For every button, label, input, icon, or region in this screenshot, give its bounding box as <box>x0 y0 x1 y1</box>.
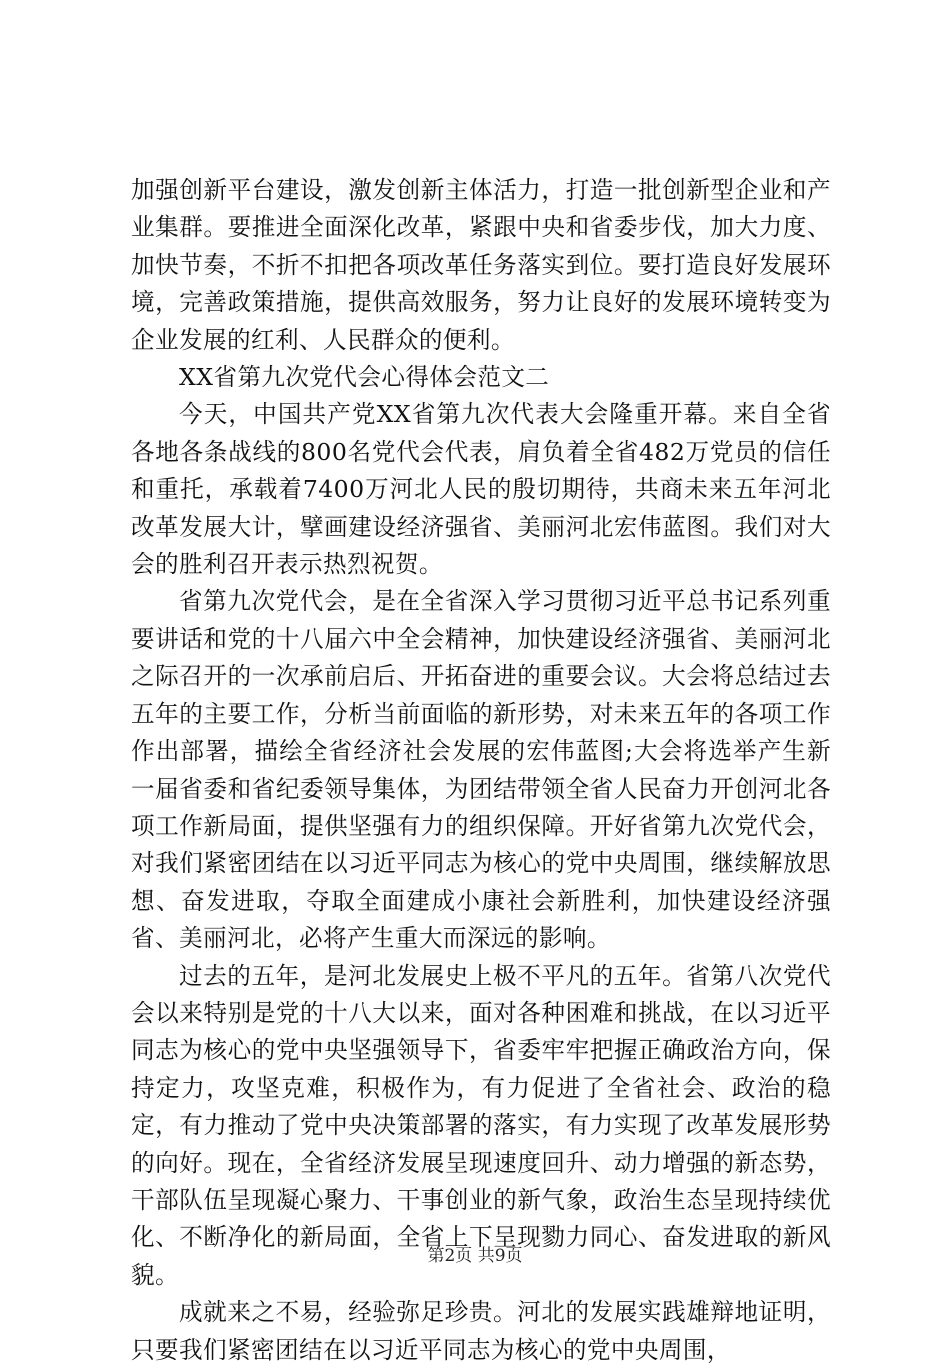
page-footer: 第2页 共9页 <box>427 1246 523 1266</box>
paragraph-2: 今天，中国共产党XX省第九次代表大会隆重开幕。来自全省各地各条战线的800名党代会代表，肩负着全省482万党员的信任和重托，承载着7400万河北人民的殷切期待，共商未来五年河北改革发展大计，擘画建设经济强省、美丽河北宏伟蓝图。我们对大会的胜利召开表示热烈祝贺。 <box>131 400 831 579</box>
document-body <box>131 172 831 1369</box>
paragraph-1: 加强创新平台建设，激发创新主体活力，打造一批创新型企业和产业集群。要推进全面深化改革，紧跟中央和省委步伐，加大力度、加快节奏，不折不扣把各项改革任务落实到位。要打造良好发展环境，完善政策措施，提供高效服务，努力让良好的发展环境转变为企业发展的红利、人民群众的便利。 <box>131 176 831 354</box>
section-heading: XX省第九次党代会心得体会范文二 <box>179 363 550 392</box>
paragraph-4: 过去的五年，是河北发展史上极不平凡的五年。省第八次党代会以来特别是党的十八大以来，面对各种困难和挑战，在以习近平同志为核心的党中央坚强领导下，省委牢牢把握正确政治方向，保持定力，攻坚克难，积极作为，有力促进了全省社会、政治的稳定，有力推动了党中央决策部署的落实，有力实现了改革发展形势的向好。现在，全省经济发展呈现速度回升、动力增强的新态势，干部队伍呈现凝心聚力、干事创业的新气象，政治生态呈现持续优化、不断净化的新局面，全省上下呈现勠力同心、奋发进取的新风貌。 <box>131 961 831 1289</box>
paragraph-3: 省第九次党代会，是在全省深入学习贯彻习近平总书记系列重要讲话和党的十八届六中全会精神，加快建设经济强省、美丽河北之际召开的一次承前启后、开拓奋进的重要会议。大会将总结过去五年的主要工作，分析当前面临的新形势，对未来五年的各项工作作出部署，描绘全省经济社会发展的宏伟蓝图;大会将选举产生新一届省委和省纪委领导集体，为团结带领全省人民奋力开创河北各项工作新局面，提供坚强有力的组织保障。开好省第九次党代会，对我们紧密团结在以习近平同志为核心的党中央周围，继续解放思想、奋发进取，夺取全面建成小康社会新胜利，加快建设经济强省、美丽河北，必将产生重大而深远的影响。 <box>131 587 831 953</box>
paragraph-5: 成就来之不易，经验弥足珍贵。河北的发展实践雄辩地证明，只要我们紧密团结在以习近平同志为核心的党中央周围， <box>131 1298 831 1364</box>
